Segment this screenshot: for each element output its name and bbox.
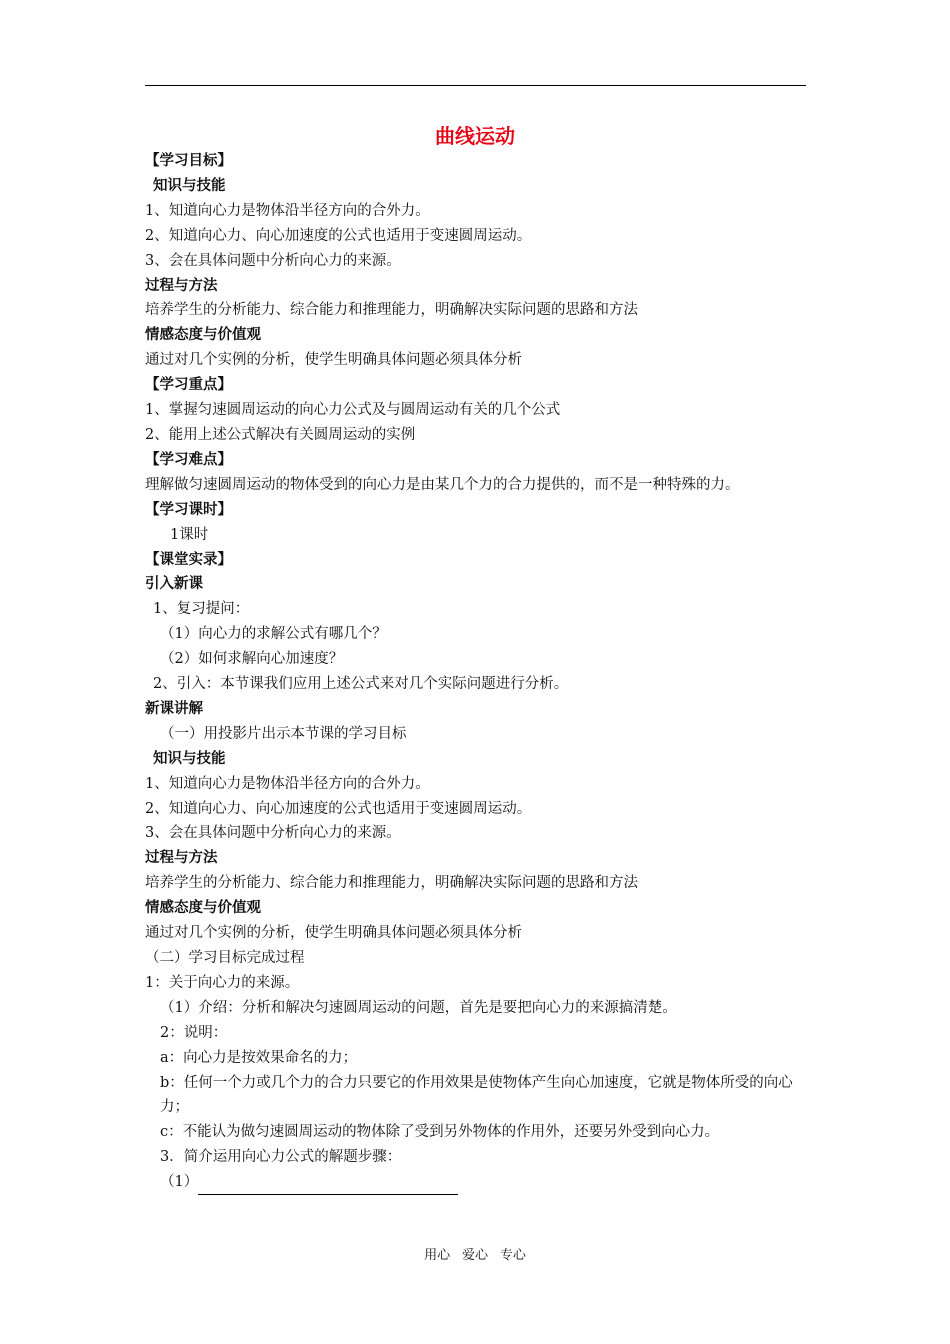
- line-text: （二）学习目标完成过程: [145, 950, 305, 966]
- text-line: [145, 821, 807, 846]
- text-line: [145, 697, 807, 722]
- text-line: [145, 622, 807, 647]
- line-text: 【课堂实录】: [145, 551, 232, 568]
- text-line: [145, 149, 807, 174]
- text-line: [145, 398, 807, 423]
- text-line: [145, 647, 807, 672]
- line-text: （一）用投影片出示本节课的学习目标: [160, 725, 407, 742]
- line-text: 1课时: [170, 526, 209, 543]
- text-line: [145, 846, 807, 871]
- text-line: [145, 523, 807, 548]
- line-text: 2、知道向心力、向心加速度的公式也适用于变速圆周运动。: [145, 227, 532, 244]
- line-text: 2、引入：本节课我们应用上述公式来对几个实际问题进行分析。: [153, 676, 569, 693]
- text-line: [145, 946, 807, 971]
- line-text: 2：说明：: [160, 1024, 228, 1041]
- line-text: 过程与方法: [145, 850, 218, 867]
- text-line: [145, 199, 807, 224]
- line-text: 新课讲解: [145, 700, 203, 717]
- text-line: [145, 373, 807, 398]
- text-line: [145, 249, 807, 274]
- line-text: 过程与方法: [145, 277, 218, 294]
- line-text: 2、知道向心力、向心加速度的公式也适用于变速圆周运动。: [145, 800, 532, 817]
- text-line: [145, 896, 807, 921]
- text-line: [145, 274, 807, 299]
- line-text: 培养学生的分析能力、综合能力和推理能力，明确解决实际问题的思路和方法: [145, 302, 638, 319]
- line-text: 【学习重点】: [145, 377, 232, 394]
- text-line: [145, 1145, 807, 1170]
- text-line: [145, 224, 807, 249]
- line-text: 引入新课: [145, 576, 203, 593]
- page-footer: 用心 爱心 专心: [424, 1248, 526, 1263]
- line-text: 理解做匀速圆周运动的物体受到的向心力是由某几个力的合力提供的，而不是一种特殊的力。: [145, 476, 740, 493]
- line-text: 情感态度与价值观: [145, 900, 261, 917]
- line-text: 3．简介运用向心力公式的解题步骤：: [160, 1149, 402, 1166]
- text-line: [145, 498, 807, 523]
- line-text: 情感态度与价值观: [145, 327, 261, 344]
- text-line: [145, 672, 807, 697]
- line-text: 1、知道向心力是物体沿半径方向的合外力。: [145, 775, 430, 792]
- line-text: 通过对几个实例的分析，使学生明确具体问题必须具体分析: [145, 352, 522, 369]
- text-line: [145, 423, 807, 448]
- text-line: [145, 348, 807, 373]
- line-text: （1）向心力的求解公式有哪几个？: [160, 626, 387, 643]
- line-text: 培养学生的分析能力、综合能力和推理能力，明确解决实际问题的思路和方法: [145, 875, 638, 892]
- text-line: [145, 1071, 807, 1121]
- line-text: 1：关于向心力的来源。: [145, 974, 300, 991]
- line-text: 知识与技能: [153, 177, 226, 194]
- line-text: 3、会在具体问题中分析向心力的来源。: [145, 825, 401, 842]
- line-text: b：任何一个力或几个力的合力只要它的作用效果是使物体产生向心加速度，它就是物体所受的向心力；: [160, 1074, 793, 1116]
- line-text: a：向心力是按效果命名的力；: [160, 1049, 358, 1066]
- text-line: [145, 996, 807, 1021]
- text-line: [145, 572, 807, 597]
- text-line: [145, 747, 807, 772]
- text-line: [145, 871, 807, 896]
- line-text: 知识与技能: [153, 750, 226, 767]
- text-line: [145, 473, 807, 498]
- line-text: 【学习难点】: [145, 451, 232, 468]
- line-text: （1）介绍：分析和解决匀速圆周运动的问题，首先是要把向心力的来源搞清楚。: [160, 999, 677, 1016]
- fill-in-blank: [198, 1178, 458, 1195]
- text-line: [145, 1120, 807, 1145]
- text-line: [145, 323, 807, 348]
- text-line: [145, 921, 807, 946]
- text-line: [145, 298, 807, 323]
- header-rule: [145, 85, 806, 86]
- line-text: 通过对几个实例的分析，使学生明确具体问题必须具体分析: [145, 925, 522, 942]
- line-text: （1）: [160, 1174, 199, 1191]
- text-line: [145, 971, 807, 996]
- text-line: [145, 797, 807, 822]
- text-line: [145, 448, 807, 473]
- line-text: 1、复习提问：: [153, 601, 250, 618]
- line-text: 2、能用上述公式解决有关圆周运动的实例: [145, 426, 416, 443]
- text-line: [145, 597, 807, 622]
- line-text: 1、知道向心力是物体沿半径方向的合外力。: [145, 202, 430, 219]
- text-line: [145, 722, 807, 747]
- line-text: c：不能认为做匀速圆周运动的物体除了受到另外物体的作用外，还要另外受到向心力。: [160, 1124, 720, 1141]
- text-line: [145, 772, 807, 797]
- text-line: [145, 548, 807, 573]
- text-line: [145, 174, 807, 199]
- document-title: 曲线运动: [435, 124, 515, 148]
- line-text: 【学习目标】: [145, 153, 232, 169]
- line-text: 3、会在具体问题中分析向心力的来源。: [145, 252, 401, 269]
- line-text: 【学习课时】: [145, 501, 232, 518]
- text-line: [145, 1021, 807, 1046]
- text-line: [145, 1170, 807, 1195]
- line-text: （2）如何求解向心加速度？: [160, 651, 344, 668]
- text-line: [145, 1046, 807, 1071]
- line-text: 1、掌握匀速圆周运动的向心力公式及与圆周运动有关的几个公式: [145, 402, 561, 419]
- document-body: [145, 149, 807, 1195]
